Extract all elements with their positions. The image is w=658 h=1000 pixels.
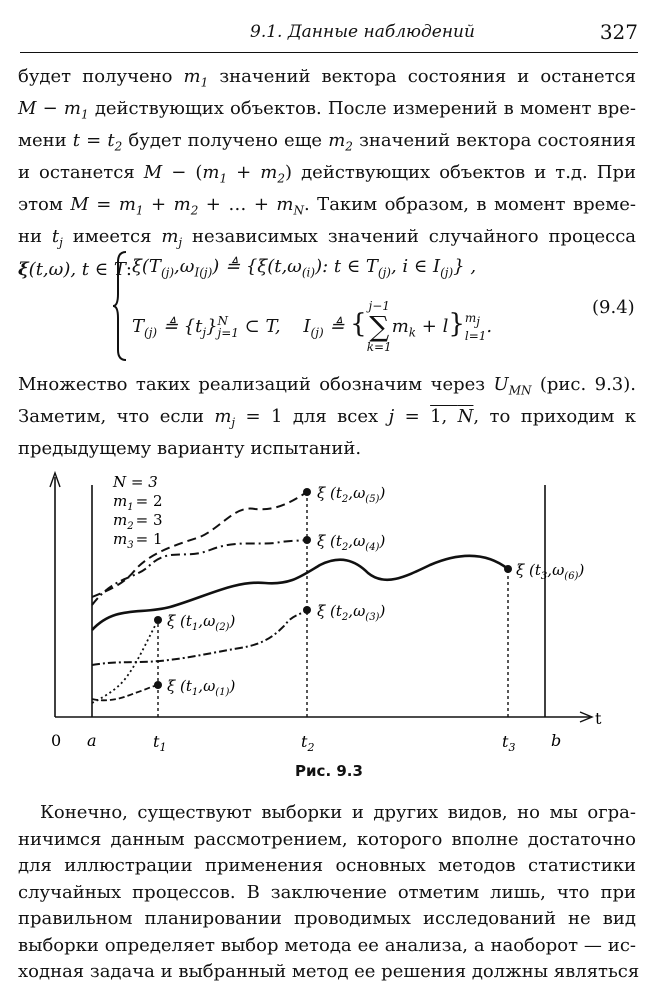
text-line: этом $M = m_1 + m_2$ + … + $m_N$. Таким образом, в момент време- (18, 194, 637, 218)
point-omega-3 (303, 606, 311, 614)
axis-label-t: t (595, 709, 602, 728)
page-header (20, 18, 638, 53)
axis-label-b: b (551, 731, 562, 750)
label-omega-1: ξ $(t_1,\omega_{(1)})$ (167, 677, 236, 698)
label-omega-6: ξ $(t_3,\omega_{(6)})$ (516, 561, 585, 582)
page-number: 327 (599, 20, 638, 44)
text-line: ничимся данным рассмотрением, которого вполне достаточно (18, 828, 636, 850)
text-line: предыдущему варианту испытаний. (18, 438, 362, 460)
text-line: Конечно, существуют выборки и других видов, но мы огра- (40, 802, 636, 823)
paragraph-2 (18, 372, 636, 463)
text-line: и останется $M - (m_1 + m_2)$ действующих объектов и т.д. При (18, 162, 636, 186)
text-line: будет получено $m_1$ значений вектора состояния и останется (18, 66, 637, 90)
axis-label-t2: $t_2$ (301, 732, 315, 754)
random-process-plot (0, 465, 658, 765)
label-omega-4: ξ $(t_2,\omega_{(4)})$ (317, 532, 386, 553)
legend-m2: $m_2 = 3$ (113, 511, 163, 532)
text-line: Заметим, что если $m_j = 1$ для всех j = 1, N, то приходим к (18, 406, 636, 430)
label-omega-5: ξ $(t_2,\omega_{(5)})$ (317, 484, 386, 505)
text-line: ξ(t,ω), t ∈ T: (18, 258, 132, 280)
text-line: Множество таких реализаций обозначим через $U_{MN}$ (рис. 9.3). (18, 374, 636, 398)
point-omega-4 (303, 536, 311, 544)
label-omega-3: ξ $(t_2,\omega_{(3)})$ (317, 602, 386, 623)
text-line: $M - m_1$ действующих объектов. После измерений в момент вре- (18, 98, 636, 122)
text-line: случайных процессов. В заключение отметим лишь, что при (18, 881, 636, 903)
axis-label-t3: $t_3$ (502, 732, 516, 754)
text-line: выборки определяет выбор метода ее анализа, а наоборот — ис- (18, 934, 636, 956)
text-line: ни $t_j$ имеется $m_j$ независимых значений случайного процесса (18, 226, 637, 251)
equation-line-1: $\xi(T_{(j)},\omega_{I(j)})$ ≜ {$\xi(t,\omega_{(i)})$: t ∈ $T_{(j)}$, i ∈ $I_{(j)}$} , (132, 256, 477, 280)
axis-label-a: a (87, 731, 97, 750)
equation-number: (9.4) (592, 297, 635, 318)
axis-label-t1: $t_1$ (153, 732, 167, 754)
point-omega-2 (154, 616, 162, 624)
legend-m3: $m_3 = 1$ (113, 530, 163, 551)
left-brace (112, 250, 128, 362)
text-line: правильном планировании проводимых исследований не вид (18, 908, 636, 929)
point-omega-1 (154, 681, 162, 689)
point-omega-5 (303, 488, 311, 496)
label-omega-2: ξ $(t_1,\omega_{(2)})$ (167, 612, 236, 633)
legend-m1: $m_1 = 2$ (113, 492, 163, 513)
text-line: для иллюстрации применения основных методов статистики (18, 855, 636, 876)
figure-9-3 (0, 465, 658, 765)
running-head: 9.1. Данные наблюдений (250, 22, 475, 42)
legend-n: N = 3 (113, 473, 158, 491)
text-line: ходная задача и выбранный метод ее решения должны являться (18, 961, 640, 982)
text-line: мени $t = t_2$ будет получено еще $m_2$ значений вектора состояния (18, 130, 637, 154)
point-omega-6 (504, 565, 512, 573)
equation-line-2: $T_{(j)}$ ≜ $\{t_j\}$ N j=1 ⊂ T, $I_{(j)}$ ≜ { j−1 ∑ k=1 $m_k + l$} $m_j$ l=1 . (132, 299, 493, 354)
paragraph-3 (18, 800, 640, 986)
realization-4 (92, 540, 307, 605)
equation-9-4 (112, 250, 635, 365)
figure-caption: Рис. 9.3 (295, 762, 363, 780)
axis-label-origin: 0 (51, 731, 62, 750)
